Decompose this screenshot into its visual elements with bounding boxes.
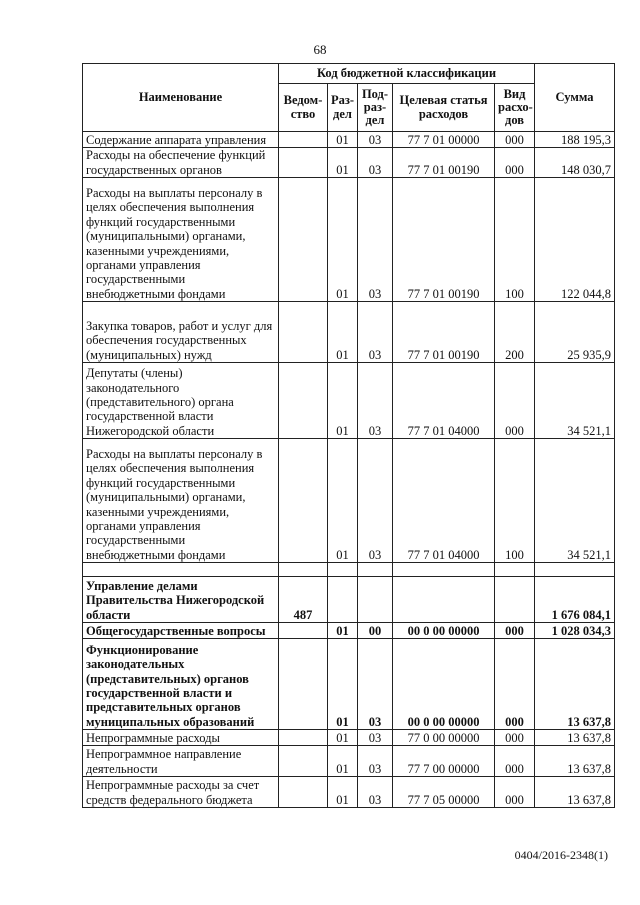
cell-subsection: 03 bbox=[358, 639, 393, 730]
cell-amount: 188 195,3 bbox=[535, 132, 615, 148]
cell-subsection: 03 bbox=[358, 178, 393, 302]
cell-dept bbox=[279, 132, 328, 148]
cell-subsection: 03 bbox=[358, 746, 393, 777]
table-row bbox=[83, 623, 615, 639]
cell-target: 00 0 00 00000 bbox=[393, 639, 495, 730]
col-header-classification: Код бюджетной классификации bbox=[279, 64, 535, 84]
cell-subsection bbox=[358, 563, 393, 577]
cell-kind: 000 bbox=[495, 132, 535, 148]
table-row bbox=[83, 302, 615, 363]
cell-section: 01 bbox=[328, 623, 358, 639]
cell-subsection: 03 bbox=[358, 777, 393, 808]
cell-name: Содержание аппарата управления bbox=[83, 132, 279, 148]
cell-subsection bbox=[358, 577, 393, 623]
cell-name: Общегосударственные вопросы bbox=[83, 623, 279, 639]
cell-kind: 000 bbox=[495, 148, 535, 178]
cell-section: 01 bbox=[328, 302, 358, 363]
cell-name: Расходы на обеспечение функций государственных органов bbox=[83, 148, 279, 178]
table-row bbox=[83, 363, 615, 439]
cell-kind: 100 bbox=[495, 178, 535, 302]
col-header-name: Наименование bbox=[83, 64, 279, 132]
cell-target bbox=[393, 577, 495, 623]
cell-name: Функционирование законодательных (представительных) органов государственной власти и представительных органов муниципальных образований bbox=[83, 639, 279, 730]
cell-section: 01 bbox=[328, 730, 358, 746]
cell-name: Закупка товаров, работ и услуг для обеспечения государственных (муниципальных) нужд bbox=[83, 302, 279, 363]
cell-dept: 487 bbox=[279, 577, 328, 623]
cell-section bbox=[328, 563, 358, 577]
col-header-kind: Вид расхо-дов bbox=[495, 84, 535, 132]
cell-name: Непрограммное направление деятельности bbox=[83, 746, 279, 777]
cell-kind: 000 bbox=[495, 623, 535, 639]
cell-target: 77 0 00 00000 bbox=[393, 730, 495, 746]
cell-section: 01 bbox=[328, 132, 358, 148]
table-row bbox=[83, 178, 615, 302]
cell-section: 01 bbox=[328, 639, 358, 730]
cell-kind: 200 bbox=[495, 302, 535, 363]
col-header-amount: Сумма bbox=[535, 64, 615, 132]
table-row bbox=[83, 730, 615, 746]
cell-amount: 1 028 034,3 bbox=[535, 623, 615, 639]
cell-amount bbox=[535, 563, 615, 577]
cell-kind: 000 bbox=[495, 639, 535, 730]
table-row bbox=[83, 148, 615, 178]
cell-amount: 25 935,9 bbox=[535, 302, 615, 363]
table-row bbox=[83, 746, 615, 777]
col-header-section: Раз-дел bbox=[328, 84, 358, 132]
cell-section bbox=[328, 577, 358, 623]
page-number: 68 bbox=[313, 42, 327, 57]
cell-name: Управление делами Правительства Нижегородской области bbox=[83, 577, 279, 623]
budget-table bbox=[82, 63, 615, 808]
cell-dept bbox=[279, 439, 328, 563]
cell-dept bbox=[279, 363, 328, 439]
cell-target: 77 7 00 00000 bbox=[393, 746, 495, 777]
cell-dept bbox=[279, 746, 328, 777]
cell-kind: 000 bbox=[495, 730, 535, 746]
table-row bbox=[83, 439, 615, 563]
cell-amount: 13 637,8 bbox=[535, 746, 615, 777]
cell-kind: 100 bbox=[495, 439, 535, 563]
cell-section: 01 bbox=[328, 363, 358, 439]
cell-section: 01 bbox=[328, 746, 358, 777]
table-row bbox=[83, 639, 615, 730]
cell-amount: 13 637,8 bbox=[535, 777, 615, 808]
cell-kind: 000 bbox=[495, 363, 535, 439]
cell-name: Расходы на выплаты персоналу в целях обеспечения выполнения функций государственными (муниципальными) органами, казенными учреждениями, органами управления государственными внебюджетными фондами bbox=[83, 178, 279, 302]
cell-kind: 000 bbox=[495, 777, 535, 808]
cell-name: Расходы на выплаты персоналу в целях обеспечения выполнения функций государственными (муниципальными) органами, казенными учреждениями, органами управления государственными внебюджетными фондами bbox=[83, 439, 279, 563]
cell-subsection: 03 bbox=[358, 132, 393, 148]
cell-subsection: 03 bbox=[358, 439, 393, 563]
cell-dept bbox=[279, 178, 328, 302]
cell-target: 00 0 00 00000 bbox=[393, 623, 495, 639]
cell-amount: 13 637,8 bbox=[535, 639, 615, 730]
cell-dept bbox=[279, 302, 328, 363]
table-body bbox=[83, 132, 615, 808]
cell-kind bbox=[495, 577, 535, 623]
col-header-subsection: Под-раз-дел bbox=[358, 84, 393, 132]
cell-target: 77 7 01 00190 bbox=[393, 178, 495, 302]
col-header-target: Целевая статья расходов bbox=[393, 84, 495, 132]
cell-section: 01 bbox=[328, 777, 358, 808]
cell-amount: 1 676 084,1 bbox=[535, 577, 615, 623]
table-row bbox=[83, 577, 615, 623]
cell-name: Непрограммные расходы за счет средств федерального бюджета bbox=[83, 777, 279, 808]
cell-dept bbox=[279, 777, 328, 808]
table-row bbox=[83, 777, 615, 808]
cell-section: 01 bbox=[328, 439, 358, 563]
cell-section: 01 bbox=[328, 148, 358, 178]
cell-subsection: 00 bbox=[358, 623, 393, 639]
table-row bbox=[83, 563, 615, 577]
cell-dept bbox=[279, 730, 328, 746]
document-code: 0404/2016-2348(1) bbox=[514, 848, 608, 862]
cell-target: 77 7 05 00000 bbox=[393, 777, 495, 808]
cell-target bbox=[393, 563, 495, 577]
cell-amount: 148 030,7 bbox=[535, 148, 615, 178]
cell-target: 77 7 01 00000 bbox=[393, 132, 495, 148]
cell-dept bbox=[279, 563, 328, 577]
cell-name: Непрограммные расходы bbox=[83, 730, 279, 746]
cell-subsection: 03 bbox=[358, 730, 393, 746]
cell-subsection: 03 bbox=[358, 302, 393, 363]
cell-amount: 13 637,8 bbox=[535, 730, 615, 746]
cell-kind: 000 bbox=[495, 746, 535, 777]
cell-target: 77 7 01 00190 bbox=[393, 302, 495, 363]
cell-dept bbox=[279, 623, 328, 639]
cell-name bbox=[83, 563, 279, 577]
col-header-dept: Ведом-ство bbox=[279, 84, 328, 132]
cell-target: 77 7 01 04000 bbox=[393, 363, 495, 439]
cell-amount: 34 521,1 bbox=[535, 363, 615, 439]
cell-name: Депутаты (члены) законодательного (представительного) органа государственной власти Нижегородской области bbox=[83, 363, 279, 439]
cell-amount: 122 044,8 bbox=[535, 178, 615, 302]
cell-target: 77 7 01 04000 bbox=[393, 439, 495, 563]
cell-section: 01 bbox=[328, 178, 358, 302]
cell-subsection: 03 bbox=[358, 148, 393, 178]
cell-amount: 34 521,1 bbox=[535, 439, 615, 563]
cell-subsection: 03 bbox=[358, 363, 393, 439]
cell-kind bbox=[495, 563, 535, 577]
cell-dept bbox=[279, 148, 328, 178]
cell-dept bbox=[279, 639, 328, 730]
cell-target: 77 7 01 00190 bbox=[393, 148, 495, 178]
table-row bbox=[83, 132, 615, 148]
